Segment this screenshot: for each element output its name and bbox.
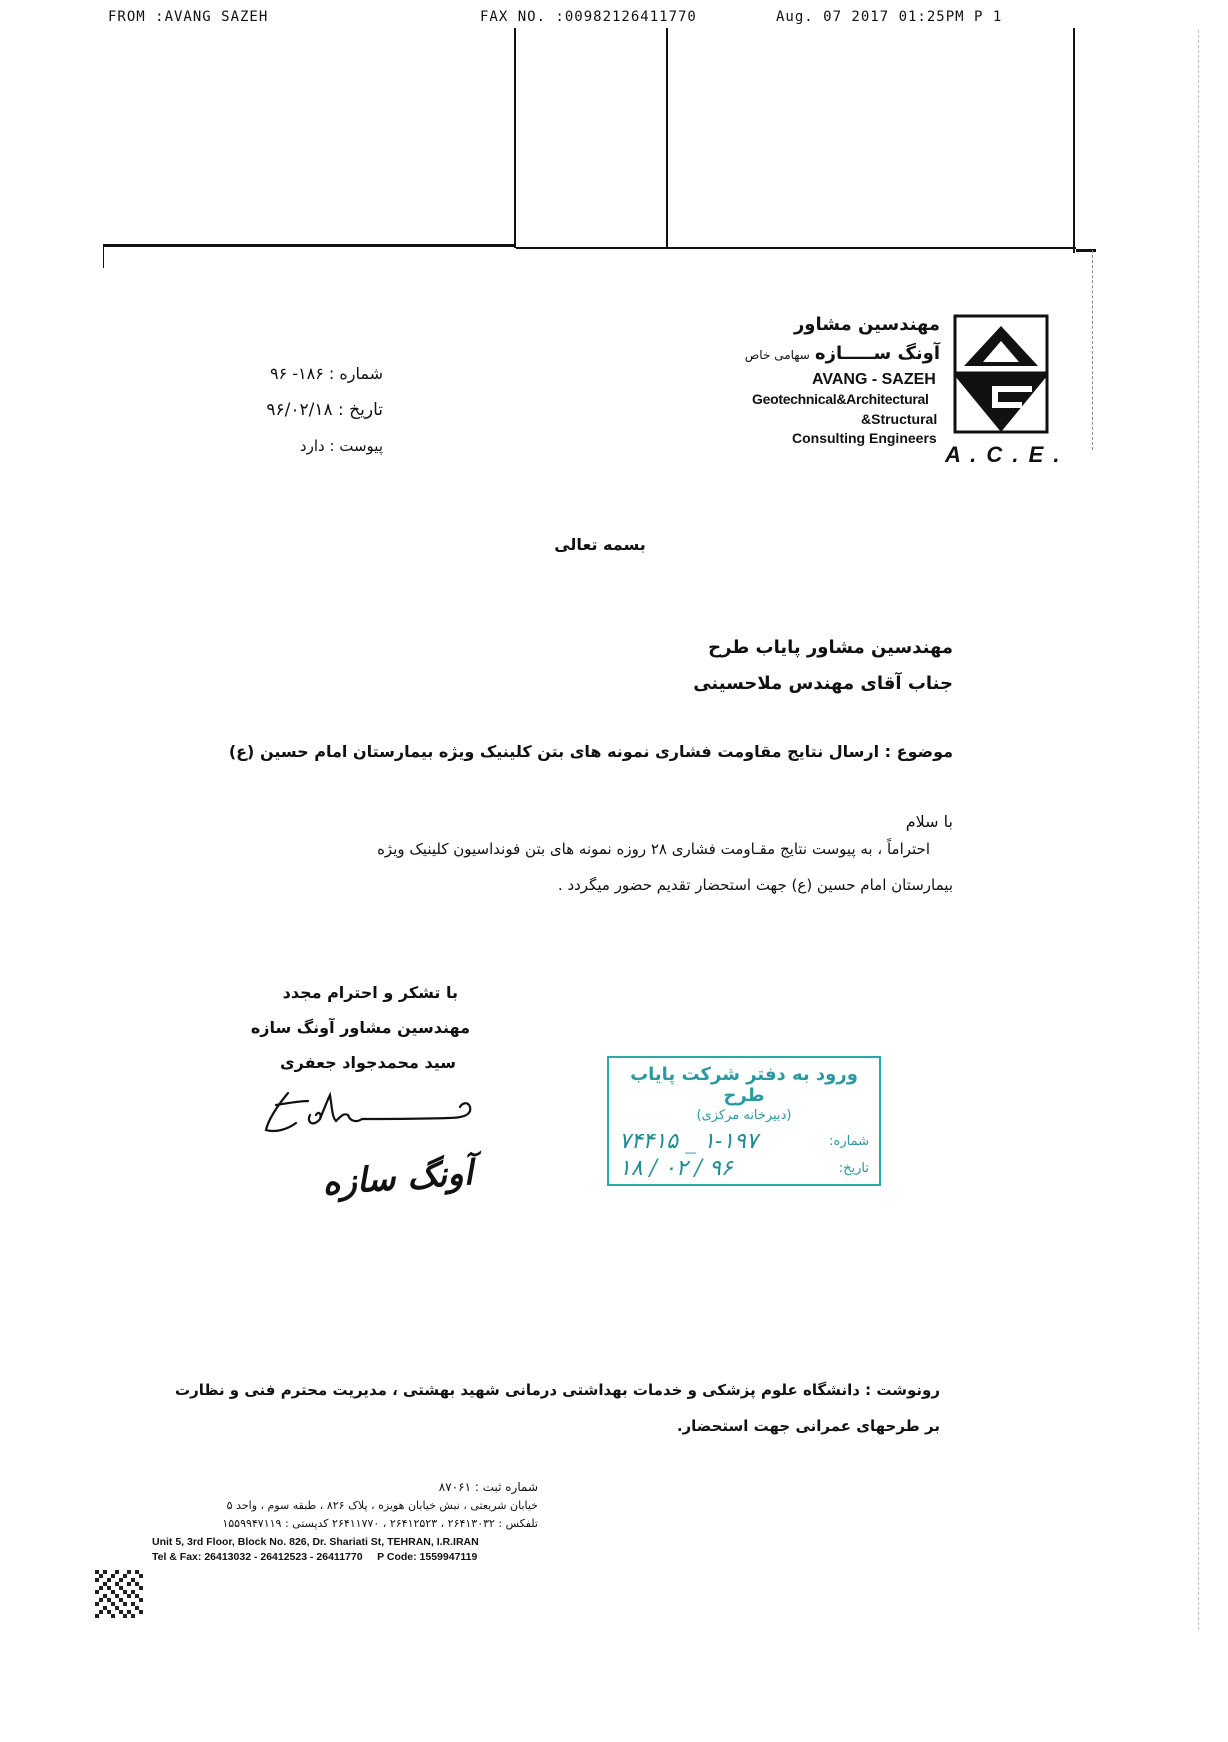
footer-address-en: Unit 5, 3rd Floor, Block No. 826, Dr. Shariati St, TEHRAN, I.R.IRAN (152, 1536, 479, 1548)
receipt-stamp (607, 1056, 881, 1186)
scan-edge-dash (1198, 30, 1199, 1630)
letter-attachment: پیوست : دارد (299, 437, 383, 455)
receipt-stamp-date-row (619, 1156, 869, 1181)
scan-line (1073, 28, 1075, 253)
receipt-stamp-number-value: ۱-۱۹۷ _ ۷۴۴۱۵ (619, 1129, 758, 1154)
scan-line (514, 28, 516, 248)
letter-date: تاریخ : ۹۶/۰۲/۱۸ (266, 400, 383, 420)
letter-subject: موضوع : ارسال نتایج مقاومت فشاری نمونه های بتن کلینیک ویژه بیمارستان امام حسین (ع) (228, 742, 953, 761)
company-logo-icon (950, 314, 1052, 434)
footer-phone-en: Tel & Fax: 26413032 - 26412523 - 26411770 P Code: 1559947119 (152, 1551, 478, 1563)
footer-phone-fa: تلفکس : ۲۶۴۱۳۰۳۲ ، ۲۶۴۱۲۵۲۳ ، ۲۶۴۱۱۷۷۰ کدپستی : ۱۵۵۹۹۴۷۱۱۹ (222, 1517, 538, 1530)
footer-address-fa: خیابان شریعتی ، نبش خیابان هویزه ، پلاک ۸۲۶ ، طبقه سوم ، واحد ۵ (226, 1499, 538, 1512)
scan-edge-dash (1092, 250, 1093, 450)
letter-body-line1: احتراماً ، به پیوست نتایج مقـاومت فشاری ۲۸ روزه نمونه های بتن فونداسیون کلینیک ویژه (377, 840, 930, 858)
letter-body-line2: بیمارستان امام حسین (ع) جهت استحضار تقدیم حضور میگردد . (557, 876, 953, 894)
company-name-fa-row (720, 343, 940, 364)
signer-name: سید محمدجواد جعفری (279, 1053, 456, 1072)
scan-line (516, 247, 1076, 249)
recipient-company: مهندسین مشاور پایاب طرح (708, 637, 953, 658)
signer-company: مهندسین مشاور آونگ سازه (250, 1018, 470, 1037)
qr-code-icon (95, 1570, 143, 1618)
company-desc-line3: Consulting Engineers (792, 430, 937, 446)
scan-line (666, 28, 668, 248)
company-logo-text: A . C . E . (945, 442, 1062, 467)
company-title-fa: مهندسین مشاور (793, 314, 940, 335)
receipt-stamp-number-label: شماره: (829, 1134, 869, 1149)
letter-number: شماره : ۱۸۶- ۹۶ (269, 364, 383, 383)
scan-line (103, 244, 516, 247)
signature-stamp-text: آونگ سازه (321, 1153, 475, 1204)
fax-number: FAX NO. :00982126411770 (480, 9, 697, 25)
company-desc-line1: Geotechnical&Architectural (752, 391, 929, 407)
receipt-stamp-subtitle: (دبیرخانه مرکزی) (696, 1108, 792, 1123)
scan-line (103, 246, 104, 268)
footer-reg-no: شماره ثبت : ۸۷۰۶۱ (438, 1480, 538, 1494)
letter-greeting: با سلام (905, 812, 953, 831)
receipt-stamp-number-row (619, 1129, 869, 1154)
fax-from: FROM :AVANG SAZEH (108, 9, 269, 25)
cc-line1: رونوشت : دانشگاه علوم پزشکی و خدمات بهداشتی درمانی شهید بهشتی ، مدیریت محترم فنی و نظارت (175, 1381, 940, 1399)
receipt-stamp-date-value: ۹۶ / ۰۲ / ۱۸ (619, 1156, 733, 1181)
company-name-en: AVANG - SAZEH (812, 371, 936, 388)
invocation: بسمه تعالی (554, 535, 646, 554)
scan-line (1076, 249, 1096, 252)
fax-date-page: Aug. 07 2017 01:25PM P 1 (776, 9, 1003, 25)
company-desc-line2: &Structural (861, 411, 938, 427)
receipt-stamp-title: ورود به دفتر شرکت پایاب طرح (630, 1064, 858, 1106)
receipt-stamp-date-label: تاریخ: (838, 1161, 869, 1176)
closing: با تشکر و احترام مجدد (282, 983, 458, 1002)
recipient-person: جناب آقای مهندس ملاحسینی (693, 673, 953, 694)
cc-line2: بر طرحهای عمرانی جهت استحضار. (676, 1417, 940, 1435)
signature-icon (258, 1085, 483, 1140)
company-type-fa: سهامی خاص (744, 348, 810, 362)
company-name-fa: آونگ ســـــازه (814, 343, 940, 364)
